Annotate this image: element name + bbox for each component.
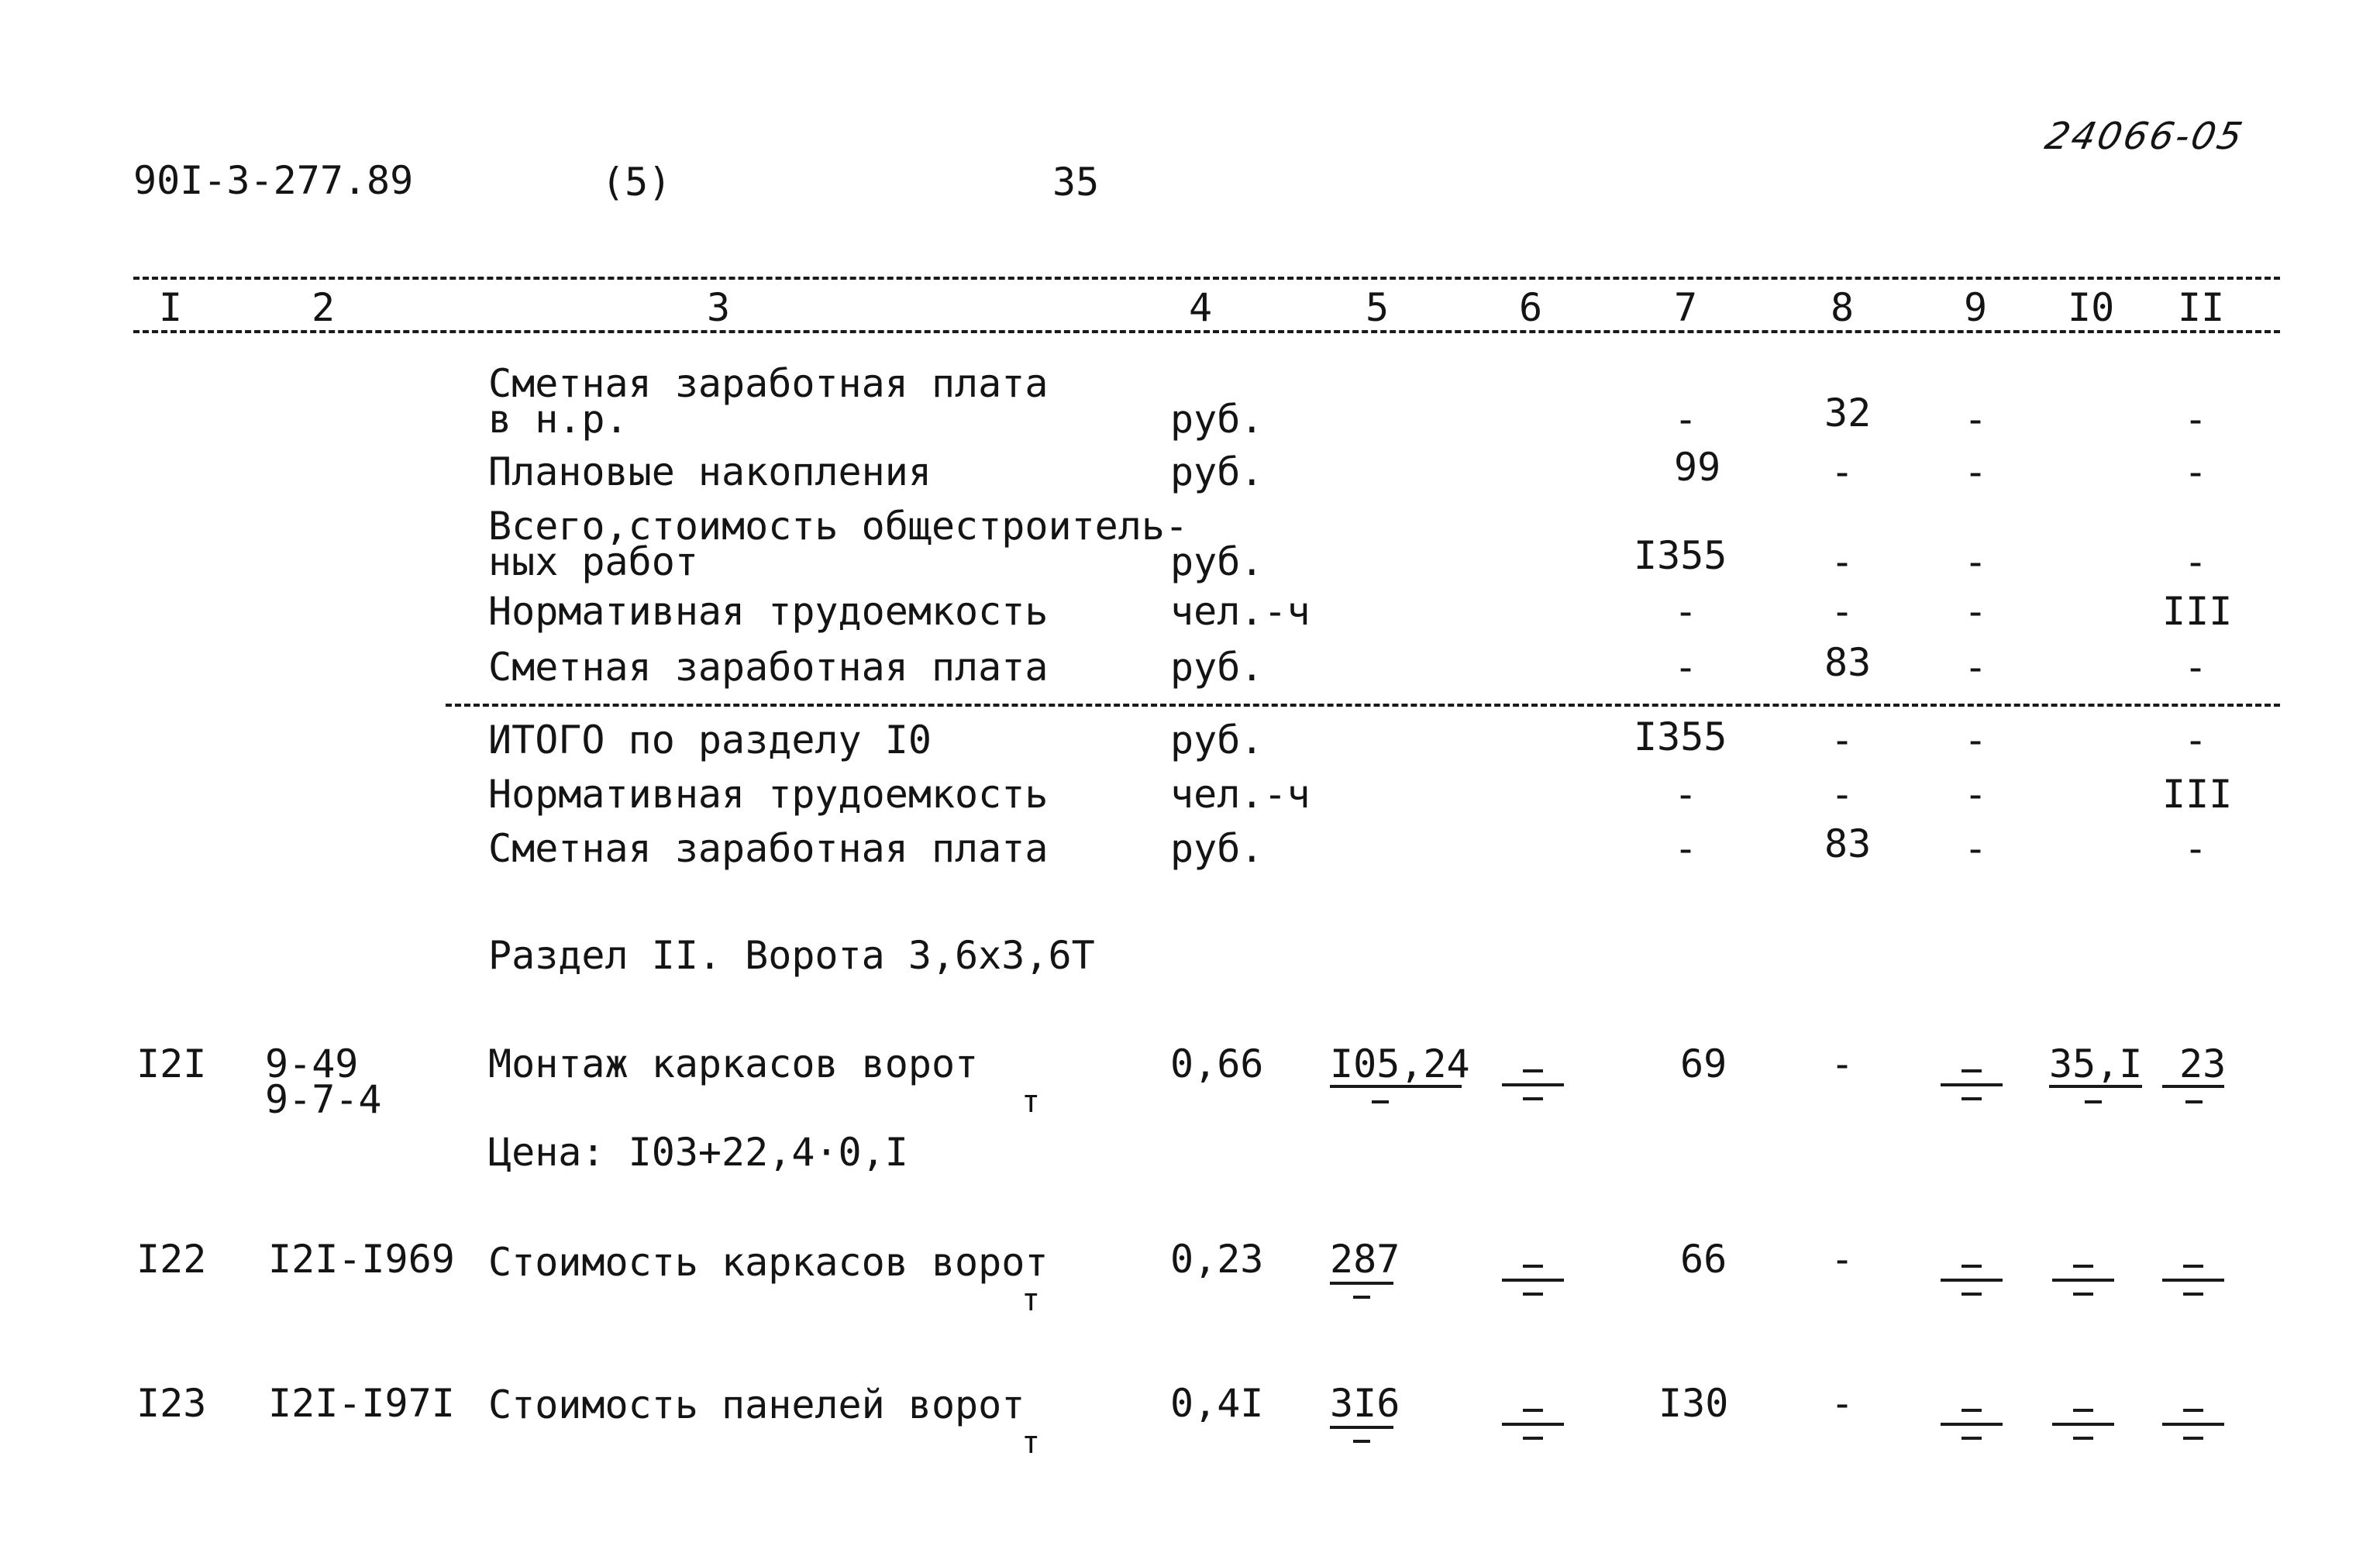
item-name: Стоимость панелей ворот	[488, 1382, 1025, 1427]
column-header-8: 8	[1831, 285, 1855, 330]
handwritten-inventory-number: 24066-05	[2041, 115, 2249, 158]
item-code: I2I-I969	[268, 1237, 455, 1282]
item-name: Стоимость каркасов ворот	[488, 1240, 1049, 1285]
cell-col7: 99	[1674, 445, 1721, 490]
underline	[1330, 1282, 1393, 1285]
page-number: 35	[1052, 160, 1100, 205]
fraction-dash-mark	[2052, 1257, 2114, 1303]
fraction-dash-mark	[1502, 1257, 1564, 1303]
item-col8: -	[1831, 1237, 1855, 1282]
cell-col11: III	[2162, 772, 2233, 817]
cell-col11: -	[2184, 539, 2208, 584]
row-name: Всего,стоимость общестроитель-	[488, 504, 1189, 549]
row-unit: руб.	[1170, 397, 1264, 442]
dash-mark	[1353, 1296, 1370, 1299]
item-unit-price: 3I6	[1330, 1381, 1400, 1426]
cell-col9: -	[1964, 645, 1988, 690]
cell-col11: -	[2184, 449, 2208, 494]
cell-col8: -	[1831, 772, 1855, 817]
cell-col7: I355	[1634, 533, 1727, 578]
cell-col9: -	[1964, 539, 1988, 584]
column-header-11: II	[2178, 285, 2225, 330]
header-top-rule	[133, 277, 2280, 280]
item-col8: -	[1831, 1041, 1855, 1086]
underline	[2162, 1085, 2224, 1088]
item-unit: т	[1021, 1084, 1041, 1120]
row-name: Нормативная трудоемкость	[488, 589, 1049, 634]
section-total-rule	[446, 704, 2280, 707]
cell-col11: -	[2184, 645, 2208, 690]
item-unit: т	[1021, 1425, 1041, 1461]
item-code: 9-49	[265, 1041, 359, 1086]
cell-col8: 83	[1824, 640, 1872, 685]
cell-col8: -	[1831, 589, 1855, 634]
row-name: Сметная заработная плата	[488, 826, 1049, 871]
fraction-dash-mark	[1941, 1062, 2003, 1108]
row-unit: чел.-ч	[1170, 589, 1311, 634]
cell-col9: -	[1964, 397, 1988, 442]
cell-col7: -	[1674, 826, 1698, 871]
price-note: Цена: I03+22,4·0,I	[488, 1130, 908, 1175]
cell-col8: -	[1831, 449, 1855, 494]
row-unit: руб.	[1170, 449, 1264, 494]
fraction-dash-mark	[2052, 1401, 2114, 1448]
row-name: Плановые накопления	[488, 449, 932, 494]
fraction-dash-mark	[1941, 1401, 2003, 1448]
row-name: ИТОГО по разделу I0	[488, 718, 932, 763]
item-number: I2I	[136, 1041, 207, 1086]
cell-col9: -	[1964, 718, 1988, 763]
cell-col11: -	[2184, 397, 2208, 442]
item-quantity: 0,23	[1170, 1237, 1264, 1282]
column-header-2: 2	[312, 285, 336, 330]
item-total: 66	[1680, 1237, 1727, 1282]
fraction-dash-mark	[2162, 1257, 2224, 1303]
cell-col9: -	[1964, 589, 1988, 634]
row-name-continued: ных работ	[488, 539, 698, 584]
underline	[1330, 1085, 1462, 1088]
cell-col7: -	[1674, 772, 1698, 817]
cell-col8: 83	[1824, 821, 1872, 866]
item-quantity: 0,66	[1170, 1041, 1264, 1086]
dash-mark	[1353, 1440, 1370, 1443]
dash-mark	[2085, 1100, 2102, 1103]
cell-col8: -	[1831, 539, 1855, 584]
cell-col7: -	[1674, 589, 1698, 634]
cell-col7: -	[1674, 397, 1698, 442]
cell-col8: -	[1831, 718, 1855, 763]
column-header-1: I	[159, 285, 183, 330]
cell-col9: -	[1964, 449, 1988, 494]
document-code: 90I-3-277.89	[133, 158, 414, 203]
dash-mark	[1372, 1100, 1389, 1103]
cell-col11: -	[2184, 826, 2208, 871]
item-total: 69	[1680, 1041, 1727, 1086]
row-unit: руб.	[1170, 826, 1264, 871]
row-unit: чел.-ч	[1170, 772, 1311, 817]
item-name: Монтаж каркасов ворот	[488, 1041, 979, 1086]
item-unit: т	[1021, 1282, 1041, 1318]
dash-mark	[2185, 1100, 2203, 1103]
cell-col8: 32	[1824, 391, 1872, 435]
item-number: I22	[136, 1237, 207, 1282]
item-col10: 35,I	[2049, 1041, 2143, 1086]
header-bottom-rule	[133, 330, 2280, 333]
column-header-5: 5	[1366, 285, 1390, 330]
document-part: (5)	[601, 160, 672, 205]
item-total: I30	[1658, 1381, 1729, 1426]
cell-col11: -	[2184, 718, 2208, 763]
fraction-dash-mark	[1502, 1401, 1564, 1448]
row-name: Нормативная трудоемкость	[488, 772, 1049, 817]
underline	[2049, 1085, 2142, 1088]
column-header-4: 4	[1189, 285, 1213, 330]
item-quantity: 0,4I	[1170, 1381, 1264, 1426]
fraction-dash-mark	[1502, 1062, 1564, 1108]
column-header-6: 6	[1519, 285, 1543, 330]
item-number: I23	[136, 1381, 207, 1426]
cell-col9: -	[1964, 826, 1988, 871]
column-header-9: 9	[1964, 285, 1988, 330]
cell-col11: III	[2162, 589, 2233, 634]
cell-col9: -	[1964, 772, 1988, 817]
row-name: Сметная заработная плата	[488, 361, 1049, 406]
underline	[1330, 1426, 1393, 1429]
item-code: I2I-I97I	[268, 1381, 455, 1426]
cell-col7: I355	[1634, 714, 1727, 759]
item-unit-price: I05,24	[1330, 1041, 1470, 1086]
row-unit: руб.	[1170, 645, 1264, 690]
column-header-10: I0	[2068, 285, 2115, 330]
section-title: Раздел II. Ворота 3,6х3,6Т	[488, 933, 1095, 978]
item-code-secondary: 9-7-4	[265, 1077, 382, 1122]
row-unit: руб.	[1170, 539, 1264, 584]
row-name: Сметная заработная плата	[488, 645, 1049, 690]
item-unit-price: 287	[1330, 1237, 1400, 1282]
fraction-dash-mark	[1941, 1257, 2003, 1303]
row-name-continued: в н.р.	[488, 397, 629, 442]
column-header-7: 7	[1674, 285, 1698, 330]
item-col8: -	[1831, 1381, 1855, 1426]
fraction-dash-mark	[2162, 1401, 2224, 1448]
column-header-3: 3	[707, 285, 731, 330]
row-unit: руб.	[1170, 718, 1264, 763]
item-col11: 23	[2179, 1041, 2227, 1086]
cell-col7: -	[1674, 645, 1698, 690]
